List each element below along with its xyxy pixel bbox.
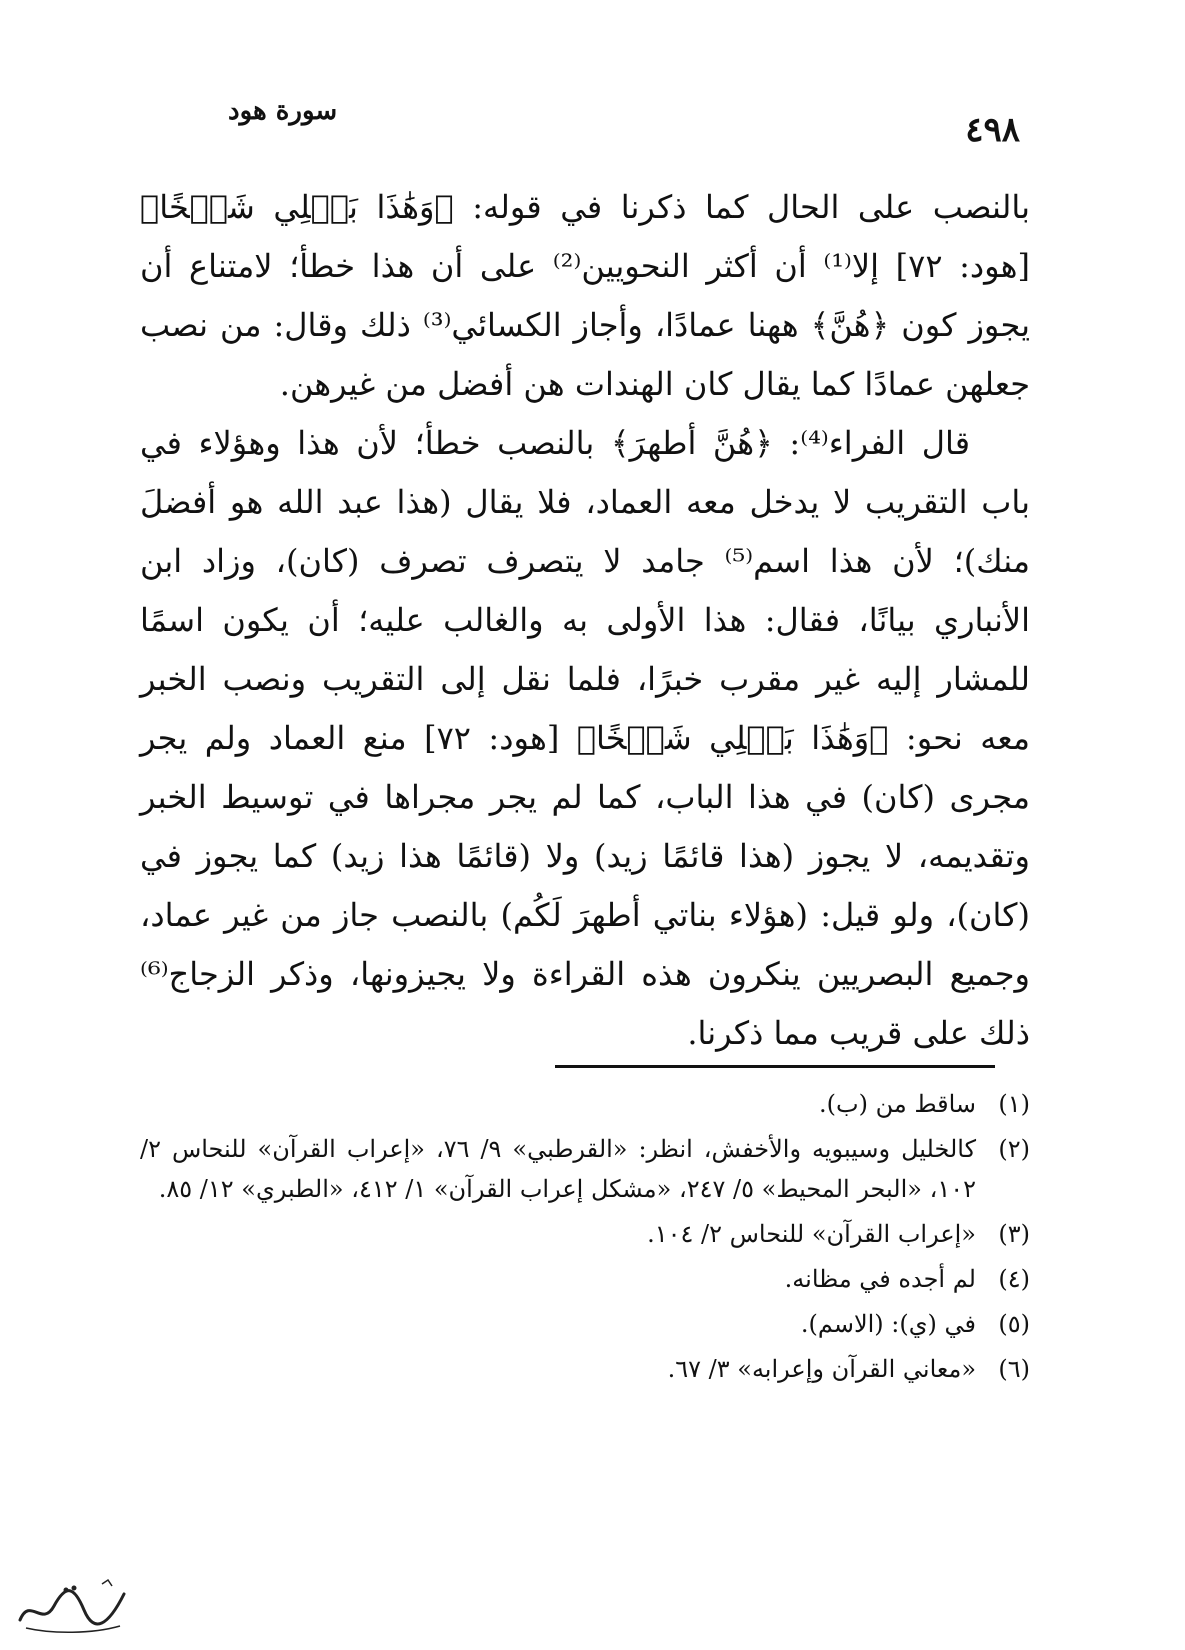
main-text (140, 178, 1030, 1063)
footnote-3 (140, 1214, 1030, 1254)
page-header (200, 96, 1020, 156)
footnotes-list (140, 1084, 1030, 1394)
footnote-separator (555, 1065, 995, 1068)
footnote-marker: (٥) (998, 1310, 1030, 1338)
paragraph-1: بالنصب على الحال كما ذكرنا في قوله: ﴿وَهَٰذَا بَعۡلِي شَيۡخًا﴾ [هود: ٧٢] إلا⁽¹⁾ أن أكثر النحويين⁽²⁾ على أن هذا خطأ؛ لامتناع أن يجوز كون ﴿هُنَّ﴾ ههنا عمادًا، وأجاز الكسائي⁽³⁾ ذلك وقال: من نصب جعلهن عمادًا كما يقال كان الهندات هن أفضل من غيرهن. (140, 188, 1031, 403)
footnote-text: «معاني القرآن وإعرابه» ٣/ ٦٧. (667, 1355, 976, 1383)
footnote-text: لم أجده في مظانه. (784, 1265, 976, 1293)
footnote-text: في (ي): (الاسم). (800, 1310, 976, 1338)
watermark-logo-icon (12, 1576, 132, 1638)
footnote-text: كالخليل وسيبويه والأخفش، انظر: «القرطبي» ٩/ ٧٦، «إعراب القرآن» للنحاس ٢/ ١٠٢، «البحر المحيط» ٥/ ٢٤٧، «مشكل إعراب القرآن» ١/ ٤١٢، «الطبري» ١٢/ ٨٥. (140, 1135, 976, 1203)
footnote-1 (140, 1084, 1030, 1124)
paragraph-2: قال الفراء⁽⁴⁾: ﴿هُنَّ أطهرَ﴾ بالنصب خطأ؛ لأن هذا وهؤلاء في باب التقريب لا يدخل معه العماد، فلا يقال (هذا عبد الله هو أفضلَ منك)؛ لأن هذا اسم⁽⁵⁾ جامد لا يتصرف تصرف (كان)، وزاد ابن الأنباري بيانًا، فقال: هذا الأولى به والغالب عليه؛ أن يكون اسمًا للمشار إليه غير مقرب خبرًا، فلما نقل إلى التقريب ونصب الخبر معه نحو: ﴿وَهَٰذَا بَعۡلِي شَيۡخًا﴾ [هود: ٧٢] منع العماد ولم يجر مجرى (كان) في هذا الباب، كما لم يجر مجراها في توسيط الخبر وتقديمه، لا يجوز (هذا قائمًا زيد) ولا (قائمًا هذا زيد) كما يجوز في (كان)، ولو قيل: (هؤلاء بناتي أطهرَ لَكُم) بالنصب جاز من غير عماد، وجميع البصريين ينكرون هذه القراءة ولا يجيزونها، وذكر الزجاج⁽⁶⁾ ذلك على قريب مما ذكرنا. (140, 424, 1031, 1052)
footnote-4 (140, 1259, 1030, 1299)
footnote-text: «إعراب القرآن» للنحاس ٢/ ١٠٤. (647, 1220, 976, 1248)
footnote-marker: (٦) (998, 1355, 1030, 1383)
footnote-2 (140, 1129, 1030, 1209)
surah-title: سورة هود (228, 96, 338, 126)
footnote-marker: (٤) (998, 1265, 1030, 1293)
footnote-6 (140, 1349, 1030, 1389)
footnote-marker: (٣) (998, 1220, 1030, 1248)
footnote-5 (140, 1304, 1030, 1344)
footnote-marker: (٢) (998, 1135, 1030, 1163)
footnote-marker: (١) (998, 1090, 1030, 1118)
page-number: ٤٩٨ (965, 110, 1020, 150)
footnote-text: ساقط من (ب). (818, 1090, 976, 1118)
